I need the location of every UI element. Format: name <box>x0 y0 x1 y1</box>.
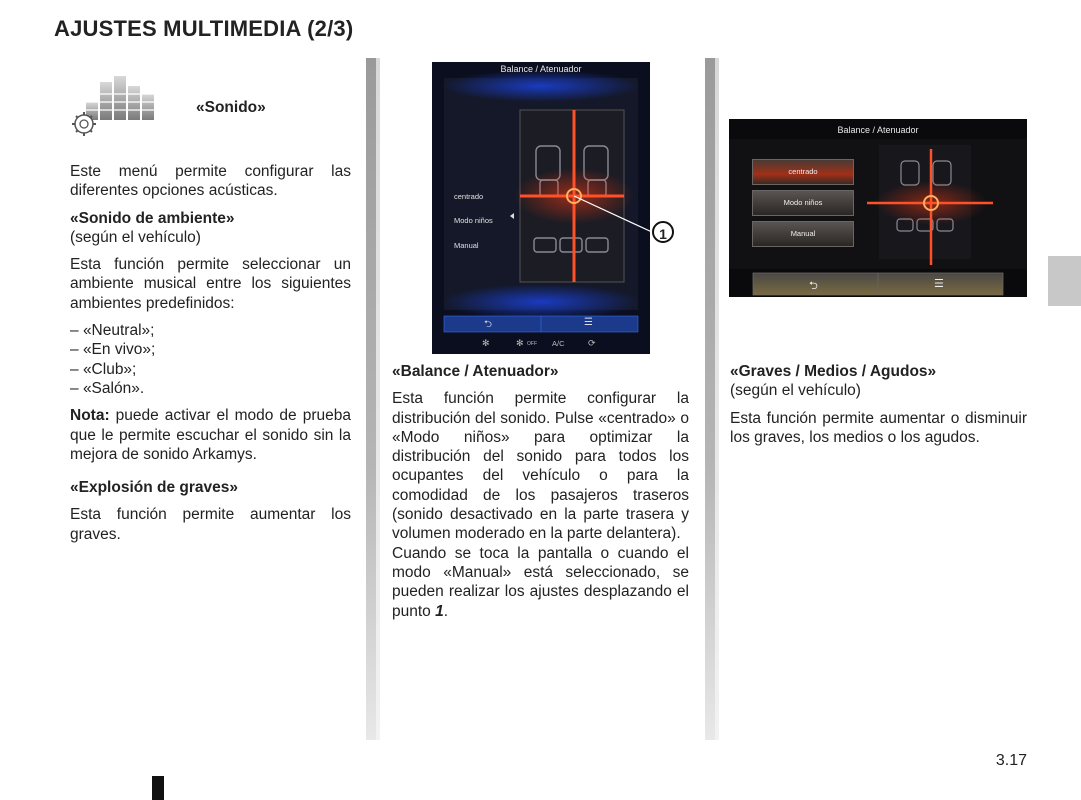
bass-heading: «Explosión de graves» <box>70 479 238 497</box>
recirculation-icon[interactable]: ⟳ <box>588 338 596 348</box>
point-number: 1 <box>435 602 444 620</box>
intro-text: Este menú permite configurar las diferentes opciones acústicas. <box>70 163 351 200</box>
page-number: 3.17 <box>995 752 1027 769</box>
tone-subheading: (según el vehículo) <box>730 382 861 400</box>
menu-item-modo-ninos[interactable]: Modo niños <box>454 216 493 225</box>
balance-heading: «Balance / Atenuador» <box>392 363 559 380</box>
balance-text-2-end: . <box>443 602 449 620</box>
bass-text: Esta función permite aumentar los graves. <box>70 506 351 543</box>
left-column <box>70 162 351 552</box>
tone-heading: «Graves / Medios / Agudos» <box>730 363 937 380</box>
menu-icon[interactable]: ☰ <box>934 278 944 290</box>
screen-title: Balance / Atenuador <box>500 64 582 74</box>
footer-mark <box>152 776 164 800</box>
list-item: – «En vivo»; <box>70 340 351 359</box>
list-item: – «Salón». <box>70 379 351 398</box>
ac-label[interactable]: A/C <box>552 339 565 348</box>
column-separator <box>715 58 719 740</box>
middle-column <box>392 362 689 629</box>
list-item: – «Club»; <box>70 360 351 379</box>
balance-text-2 <box>392 544 689 621</box>
ambient-list <box>70 321 351 398</box>
menu-item-centrado[interactable]: centrado <box>454 192 484 201</box>
balance-screen-portrait <box>432 62 650 354</box>
back-icon[interactable]: ⮌ <box>484 319 493 330</box>
fan-icon[interactable]: ✻ <box>482 338 490 348</box>
fan-off-label: OFF <box>527 341 537 347</box>
list-item: – «Neutral»; <box>70 321 351 340</box>
modo-ninos-button[interactable]: Modo niños <box>752 190 854 216</box>
right-column <box>730 362 1027 455</box>
page-title: AJUSTES MULTIMEDIA (2/3) <box>54 16 354 41</box>
manual-button[interactable]: Manual <box>752 221 854 247</box>
callout-marker: 1 <box>652 221 674 243</box>
column-separator <box>705 58 715 740</box>
fan-off-icon[interactable]: ✻ <box>516 338 524 348</box>
tone-text: Esta función permite aumentar o disminuir los graves, los medios o los agudos. <box>730 409 1027 446</box>
balance-text: Esta función permite configurar la distribución del sonido. Pulse «centrado» o «Modo niños» para optimizar la distribución del sonido para todos los ocupantes del vehículo o para la comodidad de los pasajeros traseros (sonido desactivado en la parte trasera y volumen moderado en la parte delantera). <box>392 390 689 543</box>
note-label: Nota: <box>70 407 110 425</box>
balance-screen-landscape <box>729 119 1027 297</box>
menu-icon[interactable]: ☰ <box>584 317 593 328</box>
column-separator <box>366 58 376 740</box>
ambient-heading: «Sonido de ambiente» <box>70 209 235 227</box>
sound-heading: «Sonido» <box>196 99 266 116</box>
centrado-button[interactable]: centrado <box>752 159 854 185</box>
chapter-tab <box>1048 256 1081 306</box>
ambient-subheading: (según el vehículo) <box>70 228 201 246</box>
ambient-text: Esta función permite seleccionar un ambiente musical entre los siguientes ambientes predefinidos: <box>70 256 351 312</box>
balance-text-2-body: Cuando se toca la pantalla o cuando el modo «Manual» está seleccionado, se pueden realizar los ajustes desplazando el punto <box>392 544 689 620</box>
note-text: puede activar el modo de prueba que le permite escuchar el sonido sin la mejora de sonido Arkamys. <box>70 407 351 463</box>
sound-settings-icon <box>70 72 162 138</box>
menu-item-manual[interactable]: Manual <box>454 241 479 250</box>
column-separator <box>376 58 380 740</box>
note-paragraph <box>70 406 351 464</box>
back-icon[interactable]: ⮌ <box>809 280 818 292</box>
screen-title: Balance / Atenuador <box>837 125 919 135</box>
